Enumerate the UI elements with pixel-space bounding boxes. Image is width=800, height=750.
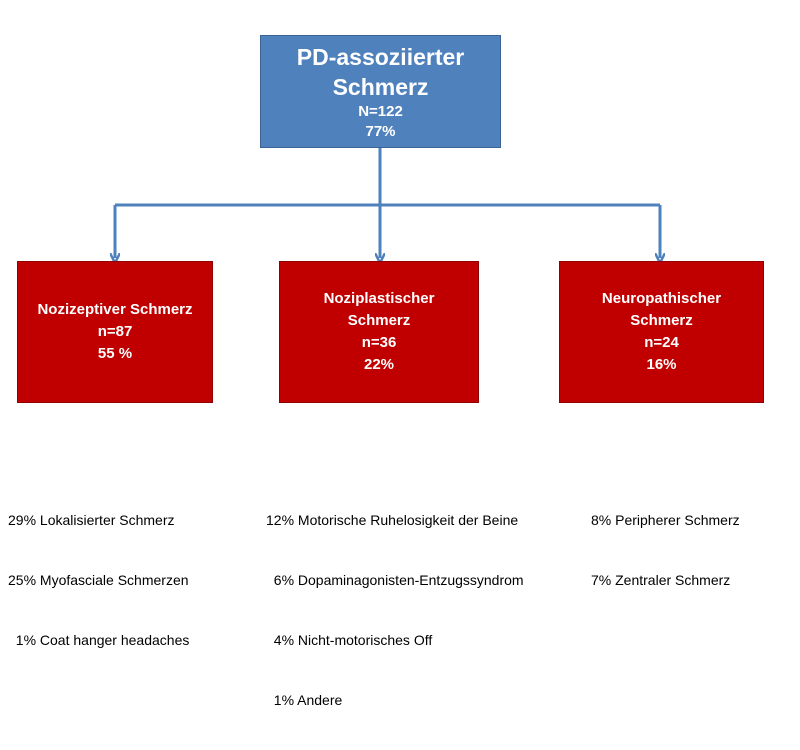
subtypes-list-neuropathisch	[591, 470, 740, 630]
subtypes-list-nozizeptiv	[8, 470, 189, 690]
list-item: 6% Dopaminagonisten-Entzugssyndrom	[266, 572, 524, 588]
list-item: 1% Coat hanger headaches	[8, 632, 190, 648]
subtypes-list-noziplastisch	[266, 470, 524, 750]
list-item: 8% Peripherer Schmerz	[591, 512, 740, 528]
list-item: 29% Lokalisierter Schmerz	[8, 512, 175, 528]
node-neuropathischer-schmerz	[559, 261, 764, 403]
list-item: 4% Nicht-motorisches Off	[266, 632, 433, 648]
list-item: 12% Motorische Ruhelosigkeit der Beine	[266, 512, 519, 528]
node-title-line1: Neuropathischer	[601, 290, 722, 307]
node-count: n=87	[97, 323, 133, 340]
list-item: 25% Myofasciale Schmerzen	[8, 572, 189, 588]
node-title-line2: Schmerz	[347, 312, 411, 329]
root-percentage: 77%	[365, 122, 396, 140]
root-node-pd-pain	[260, 35, 501, 148]
node-count: n=24	[644, 334, 679, 351]
node-count: n=36	[361, 334, 397, 351]
root-count: N=122	[358, 102, 403, 120]
node-title-line1: Nozizeptiver Schmerz	[37, 301, 193, 318]
node-percentage: 22%	[363, 356, 395, 373]
node-percentage: 55 %	[97, 345, 133, 362]
node-title-line1: Noziplastischer	[323, 290, 435, 307]
node-percentage: 16%	[646, 356, 677, 373]
list-item: 7% Zentraler Schmerz	[591, 572, 731, 588]
node-noziplastischer-schmerz	[279, 261, 479, 403]
root-title-line2: Schmerz	[332, 73, 429, 100]
node-nozizeptiver-schmerz	[17, 261, 213, 403]
node-title-line2: Schmerz	[630, 312, 693, 329]
list-item: 1% Andere	[266, 692, 343, 708]
root-title-line1: PD-assoziierter	[296, 43, 465, 70]
